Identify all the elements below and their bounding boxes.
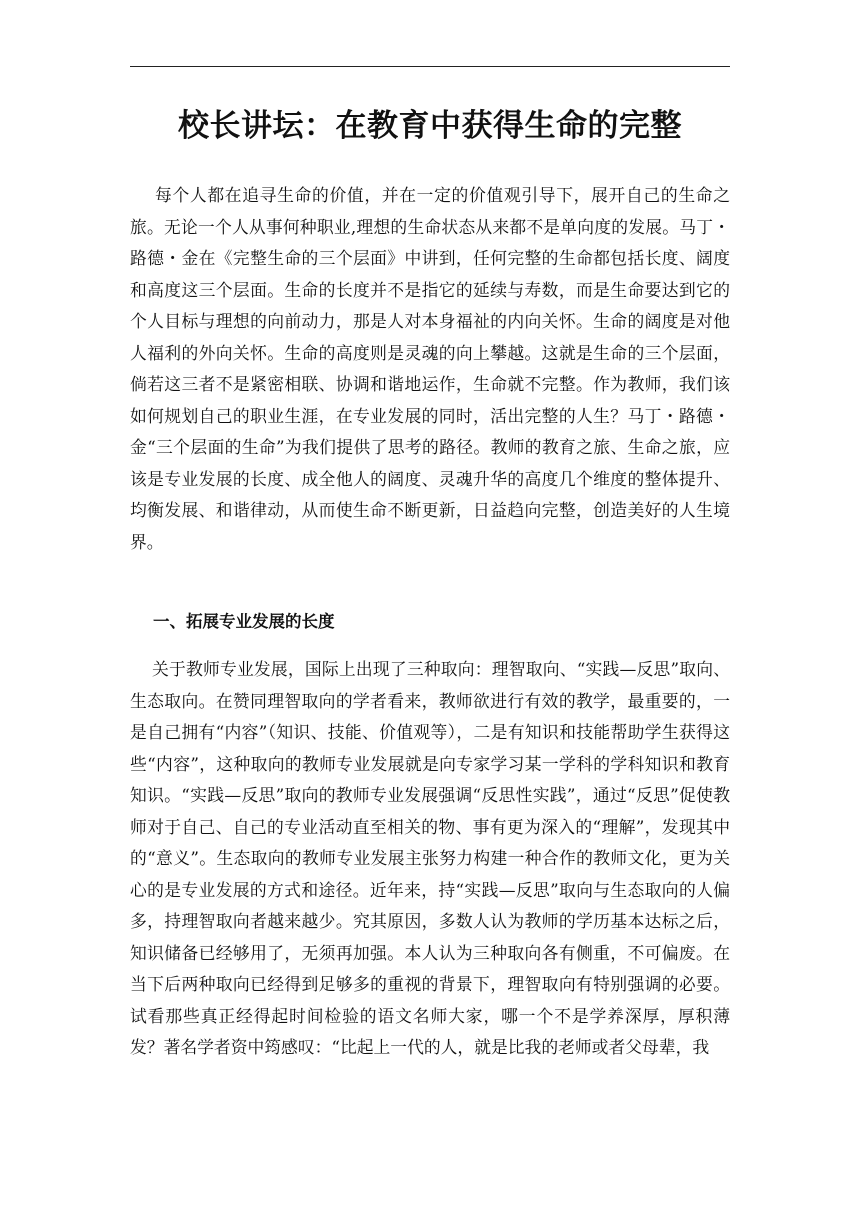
header-divider [130,66,730,67]
section-heading: 一、拓展专业发展的长度 [153,612,335,631]
page-title: 校长讲坛：在教育中获得生命的完整 [178,108,682,144]
intro-paragraph: 每个人都在追寻生命的价值，并在一定的价值观引导下，展开自己的生命之旅。无论一个人从事何种职业,理想的生命状态从来都不是单向度的发展。马丁・路德・金在《完整生命的三个层面》中讲到，任何完整的生命都包括长度、阔度和高度这三个层面。生命的长度并不是指它的延续与寿数，而是生命要达到它的个人目标与理想的向前动力，那是人对本身福祉的内向关怀。生命的阔度是对他人福利的外向关怀。生命的高度则是灵魂的向上攀越。这就是生命的三个层面，倘若这三者不是紧密相联、协调和谐地运作，生命就不完整。作为教师，我们该如何规划自己的职业生涯，在专业发展的同时，活出完整的人生？马丁・路德・金“三个层面的生命”为我们提供了思考的路径。教师的教育之旅、生命之旅，应该是专业发展的长度、成全他人的阔度、灵魂升华的高度几个维度的整体提升、均衡发展、和谐律动，从而使生命不断更新，日益趋向完整，创造美好的人生境界。 [130,185,730,552]
section-paragraph: 关于教师专业发展，国际上出现了三种取向：理智取向、“实践—反思”取向、生态取向。在赞同理智取向的学者看来，教师欲进行有效的教学，最重要的，一是自己拥有“内容”（知识、技能、价值观等），二是有知识和技能帮助学生获得这些“内容”，这种取向的教师专业发展就是向专家学习某一学科的学科知识和教育知识。“实践—反思”取向的教师专业发展强调“反思性实践”，通过“反思”促使教师对于自己、自己的专业活动直至相关的物、事有更为深入的“理解”，发现其中的“意义”。生态取向的教师专业发展主张努力构建一种合作的教师文化，更为关心的是专业发展的方式和途径。近年来，持“实践—反思”取向与生态取向的人偏多，持理智取向者越来越少。究其原因，多数人认为教师的学历基本达标之后，知识储备已经够用了，无须再加强。本人认为三种取向各有侧重，不可偏废。在当下后两种取向已经得到足够多的重视的背景下，理智取向有特别强调的必要。试看那些真正经得起时间检验的语文名师大家，哪一个不是学养深厚，厚积薄发？著名学者资中筠感叹：“比起上一代的人，就是比我的老师或者父母辈，我 [130,659,730,1057]
